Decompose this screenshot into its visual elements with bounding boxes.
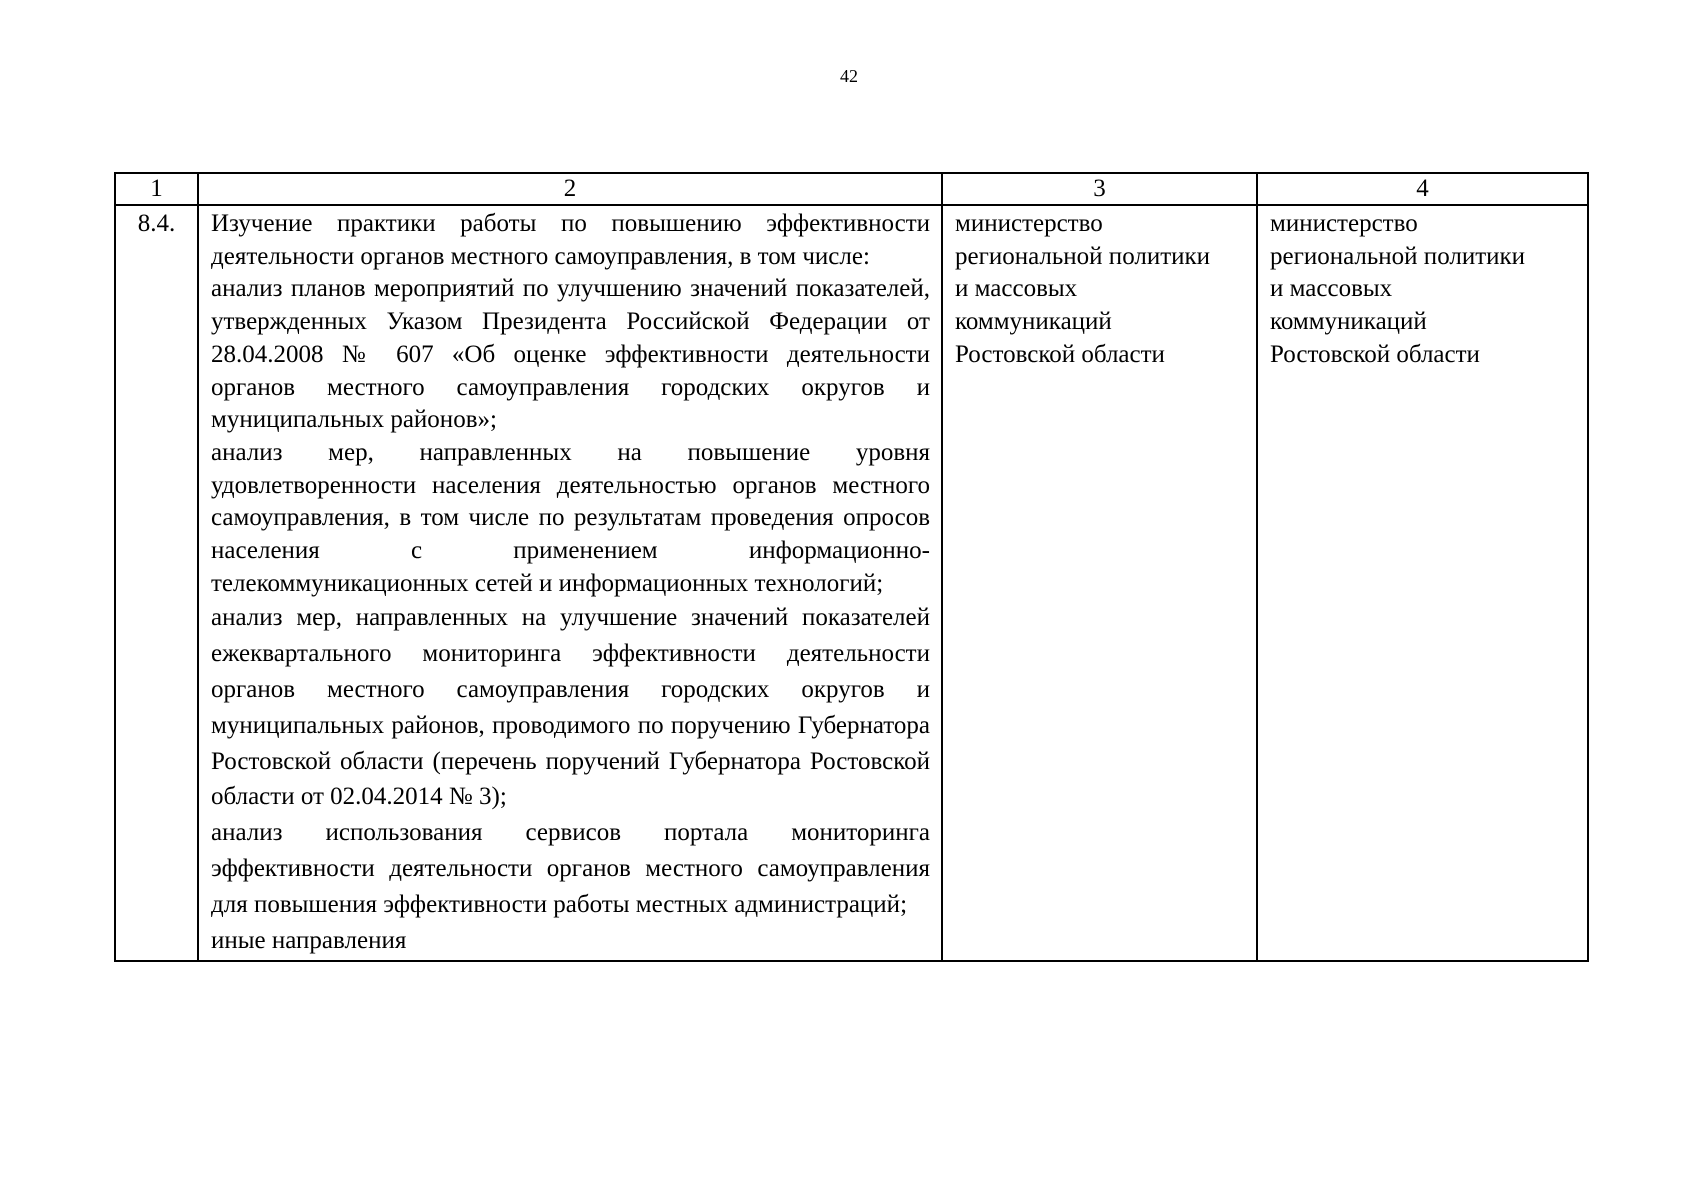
coordinator [1257,205,1588,961]
coordinator-line: региональной политики [1270,242,1526,270]
executor-line: и массовых [955,275,1078,303]
description-paragraph: Изучение практики работы по повышению эффективности деятельности органов местного самоуправления, в том числе: [211,210,930,270]
column-header-4: 4 [1257,173,1588,205]
column-header-2: 2 [198,173,942,205]
responsible-executor [942,205,1257,961]
header-row [115,173,1588,205]
executor-line: Ростовской области [955,340,1165,368]
coordinator-line: коммуникаций [1270,308,1427,336]
column-header-1: 1 [115,173,198,205]
table-row [115,205,1588,961]
column-header-3: 3 [942,173,1257,205]
description-paragraph: анализ планов мероприятий по улучшению значений показателей, утвержденных Указом Президента Российской Федерации от 28.04.2008 № 607 «Об оценке эффективности деятельности органов местного самоуправления городских округов и муниципальных районов»; [211,275,930,434]
description-paragraph: иные направления [211,926,407,954]
executor-line: региональной политики [955,242,1211,270]
executor-line: министерство [955,210,1103,237]
executor-line: коммуникаций [955,308,1112,336]
coordinator-line: Ростовской области [1270,340,1480,368]
description-paragraph: анализ мер, направленных на повышение уровня удовлетворенности населения деятельностью органов местного самоуправления, в том числе по результатам проведения опросов населения с применением информационно-телекоммуникационных сетей и информационных технологий; [211,438,930,597]
plan-table [114,172,1589,962]
page-number: 42 [840,66,858,86]
coordinator-line: министерство [1270,210,1418,237]
coordinator-line: и массовых [1270,275,1393,303]
row-description [198,205,942,961]
description-paragraph: анализ использования сервисов портала мониторинга эффективности деятельности органов местного самоуправления для повышения эффективности работы местных администраций; [211,819,930,918]
row-number: 8.4. [115,205,198,961]
description-paragraph: анализ мер, направленных на улучшение значений показателей ежеквартального мониторинга эффективности деятельности органов местного самоуправления городских округов и муниципальных районов, проводимого по поручению Губернатора Ростовской области (перечень поручений Губернатора Ростовской области от 02.04.2014 № 3); [211,604,930,811]
